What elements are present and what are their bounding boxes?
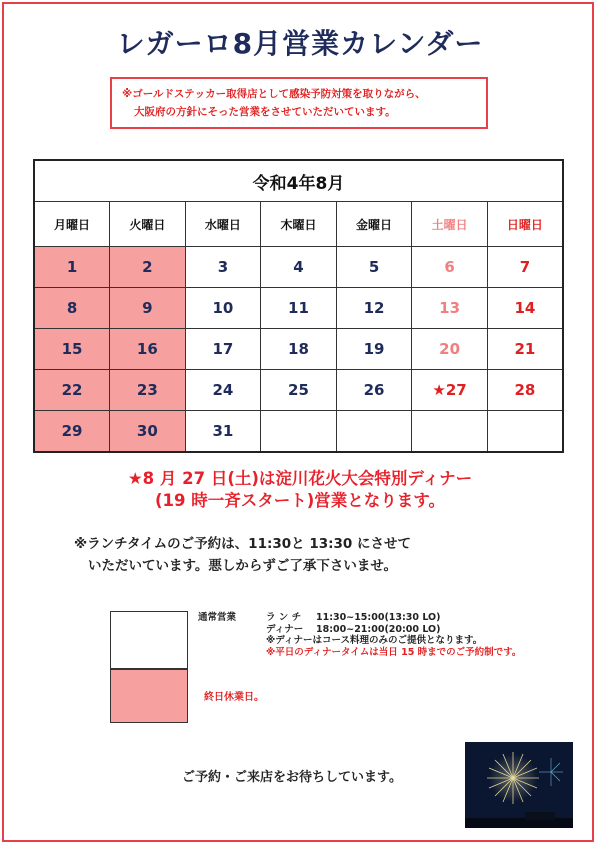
calendar-day-empty: [261, 411, 337, 453]
weekday-tue: 火曜日: [110, 202, 186, 247]
calendar-day: 29: [34, 411, 110, 453]
calendar-day: 20: [412, 329, 488, 370]
legend-hours: [198, 612, 578, 658]
calendar-month-label: 令和4年8月: [34, 160, 563, 202]
weekday-thu: 木曜日: [261, 202, 337, 247]
calendar-week: [34, 288, 563, 329]
calendar-day: 25: [261, 370, 337, 411]
calendar-day: 9: [110, 288, 186, 329]
calendar-day: 31: [185, 411, 261, 453]
weekday-sat: 土曜日: [412, 202, 488, 247]
calendar-day: 22: [34, 370, 110, 411]
calendar-day: 15: [34, 329, 110, 370]
special-event-notice: [0, 468, 600, 512]
calendar-day: 5: [336, 247, 412, 288]
calendar-day: 7: [487, 247, 563, 288]
weekday-mon: 月曜日: [34, 202, 110, 247]
legend-dinner-hours: 18:00~21:00(20:00 LO): [316, 623, 441, 635]
calendar-day: 13: [412, 288, 488, 329]
calendar-day: 18: [261, 329, 337, 370]
calendar-day: 21: [487, 329, 563, 370]
legend-open-label: 通常営業: [198, 612, 237, 623]
legend-lunch-hours: 11:30~15:00(13:30 LO): [316, 612, 441, 623]
notice-line-2: 大阪府の方針にそった営業をさせていただいています。: [134, 106, 396, 118]
calendar-day: 8: [34, 288, 110, 329]
lunch-line-2: いただいています。悪しからずご了承下さいませ。: [88, 558, 398, 574]
calendar-day: 14: [487, 288, 563, 329]
calendar-table: [33, 159, 564, 453]
calendar-day: 28: [487, 370, 563, 411]
legend-note-1: ※ディナーはコース料理のみのご提供となります。: [266, 635, 483, 646]
calendar-day: 17: [185, 329, 261, 370]
calendar-day: 10: [185, 288, 261, 329]
calendar-day: 24: [185, 370, 261, 411]
legend-closed-label: 終日休業日。: [204, 692, 264, 703]
calendar-week: [34, 411, 563, 453]
calendar-day: 16: [110, 329, 186, 370]
calendar-day: 30: [110, 411, 186, 453]
event-line-1: ★8 月 27 日(土)は淀川花火大会特別ディナー: [127, 469, 473, 488]
calendar-day: 6: [412, 247, 488, 288]
calendar-day: 12: [336, 288, 412, 329]
calendar-day-empty: [336, 411, 412, 453]
weekday-sun: 日曜日: [487, 202, 563, 247]
calendar-day: 3: [185, 247, 261, 288]
calendar-week: [34, 247, 563, 288]
calendar-day: 19: [336, 329, 412, 370]
lunch-notice: [74, 533, 514, 577]
legend-swatch-closed: [110, 669, 188, 723]
calendar-day: 23: [110, 370, 186, 411]
calendar-day-empty: [487, 411, 563, 453]
event-line-2: (19 時一斉スタート)営業となります。: [155, 491, 445, 510]
calendar-day: 4: [261, 247, 337, 288]
weekday-wed: 水曜日: [185, 202, 261, 247]
calendar-day: 11: [261, 288, 337, 329]
calendar-week: [34, 329, 563, 370]
legend-swatch-open: [110, 611, 188, 669]
lunch-line-1: ※ランチタイムのご予約は、11:30と 13:30 にさせて: [74, 536, 412, 552]
fireworks-photo: [465, 742, 573, 828]
calendar-day-event: ★27: [412, 370, 488, 411]
calendar-week: [34, 370, 563, 411]
calendar-day: 2: [110, 247, 186, 288]
legend-lunch-label: ラ ン チ: [266, 612, 302, 623]
legend-note-2: ※平日のディナータイムは当日 15 時までのご予約制です。: [266, 646, 522, 658]
calendar-day-empty: [412, 411, 488, 453]
notice-box: [110, 77, 488, 129]
welcome-message: ご予約・ご来店をお待ちしています。: [182, 770, 402, 785]
weekday-fri: 金曜日: [336, 202, 412, 247]
calendar-day: 26: [336, 370, 412, 411]
notice-line-1: ※ゴールドステッカー取得店として感染予防対策を取りながら、: [122, 88, 426, 100]
legend-dinner-label: ディナー: [266, 623, 304, 635]
calendar-day: 1: [34, 247, 110, 288]
page-title: レガーロ8月営業カレンダー: [116, 27, 484, 60]
